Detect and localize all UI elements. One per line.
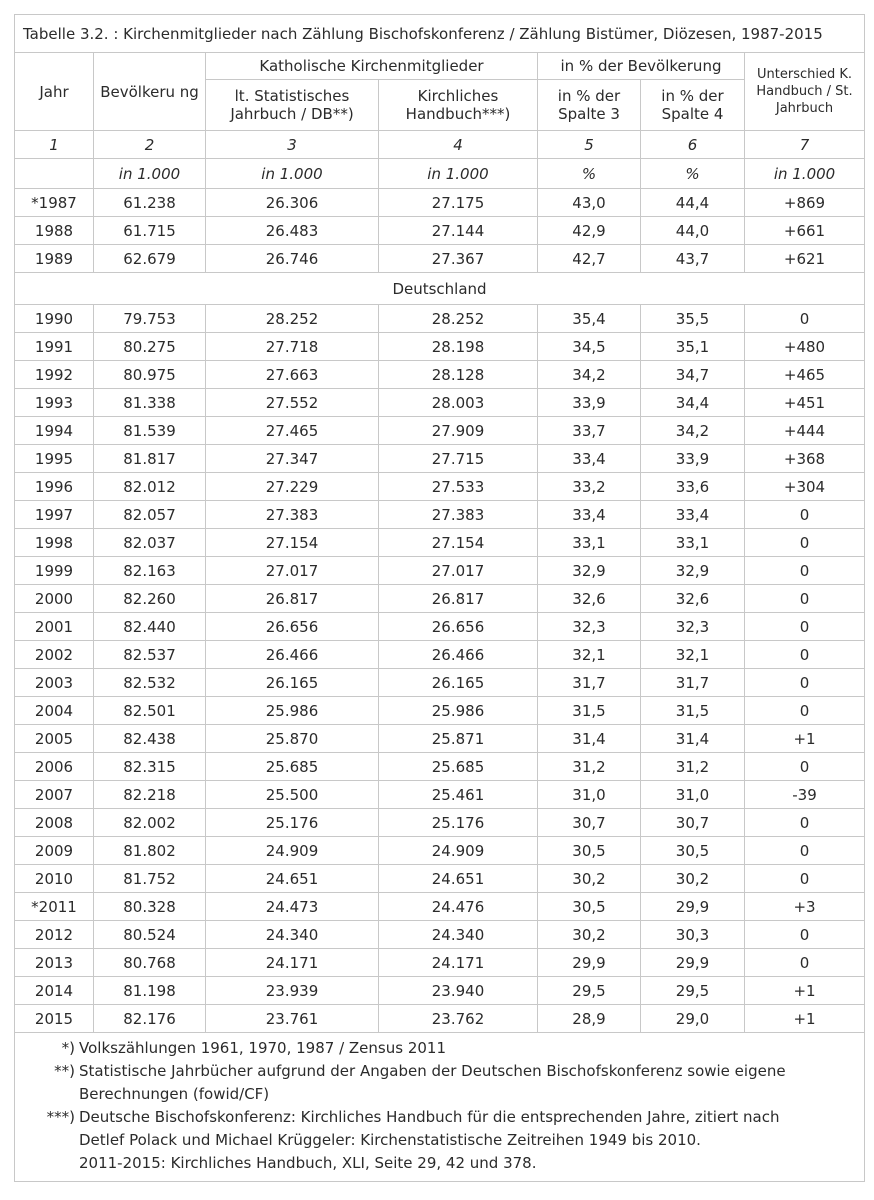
cell-year: 1994: [15, 417, 94, 445]
cell-population: 82.501: [94, 697, 206, 725]
cell-pct-spalte-4: 30,2: [641, 865, 745, 893]
cell-year: 2008: [15, 809, 94, 837]
cell-pct-spalte-3: 31,5: [538, 697, 641, 725]
cell-stat-jahrbuch: 23.939: [206, 977, 379, 1005]
cell-pct-spalte-4: 35,5: [641, 305, 745, 333]
section-label: Deutschland: [15, 273, 865, 305]
cell-year: 2014: [15, 977, 94, 1005]
unit-cell: in 1.000: [745, 159, 865, 189]
unit-cell: in 1.000: [94, 159, 206, 189]
table-row: [15, 445, 865, 473]
cell-stat-jahrbuch: 26.165: [206, 669, 379, 697]
cell-pct-spalte-4: 31,4: [641, 725, 745, 753]
unit-cell: %: [641, 159, 745, 189]
cell-pct-spalte-3: 30,2: [538, 921, 641, 949]
cell-pct-spalte-3: 31,2: [538, 753, 641, 781]
header-prozent-spalte-3: in % der Spalte 3: [538, 80, 641, 131]
cell-pct-spalte-3: 29,5: [538, 977, 641, 1005]
cell-year: 2005: [15, 725, 94, 753]
cell-difference: 0: [745, 557, 865, 585]
table-row: [15, 949, 865, 977]
cell-year: 1995: [15, 445, 94, 473]
cell-year: 2000: [15, 585, 94, 613]
footnote-text: Detlef Polack und Michael Krüggeler: Kirchenstatistische Zeitreihen 1949 bis 2010.: [79, 1131, 701, 1149]
header-bevoelkerung: Bevölkeru ng: [94, 53, 206, 131]
cell-year: 1992: [15, 361, 94, 389]
footnote-text: Statistische Jahrbücher aufgrund der Angaben der Deutschen Bischofskonferenz sowie eigene: [79, 1062, 786, 1080]
cell-population: 82.002: [94, 809, 206, 837]
cell-stat-jahrbuch: 28.252: [206, 305, 379, 333]
cell-pct-spalte-3: 32,9: [538, 557, 641, 585]
cell-difference: +451: [745, 389, 865, 417]
footnote-text: Volkszählungen 1961, 1970, 1987 / Zensus 2011: [79, 1039, 446, 1057]
cell-kirchl-handbuch: 24.171: [379, 949, 538, 977]
cell-population: 81.817: [94, 445, 206, 473]
cell-difference: +1: [745, 1005, 865, 1033]
cell-kirchl-handbuch: 27.175: [379, 189, 538, 217]
cell-kirchl-handbuch: 27.017: [379, 557, 538, 585]
cell-difference: +368: [745, 445, 865, 473]
cell-stat-jahrbuch: 27.718: [206, 333, 379, 361]
cell-year: 2004: [15, 697, 94, 725]
cell-pct-spalte-3: 30,5: [538, 893, 641, 921]
table-row: [15, 669, 865, 697]
cell-stat-jahrbuch: 27.552: [206, 389, 379, 417]
cell-kirchl-handbuch: 28.252: [379, 305, 538, 333]
table-row: [15, 725, 865, 753]
cell-year: 1991: [15, 333, 94, 361]
cell-difference: 0: [745, 669, 865, 697]
cell-pct-spalte-4: 33,1: [641, 529, 745, 557]
cell-difference: +621: [745, 245, 865, 273]
cell-stat-jahrbuch: 27.383: [206, 501, 379, 529]
cell-difference: 0: [745, 753, 865, 781]
cell-pct-spalte-3: 32,1: [538, 641, 641, 669]
cell-pct-spalte-3: 32,3: [538, 613, 641, 641]
cell-year: 2003: [15, 669, 94, 697]
footnotes: [15, 1033, 865, 1182]
table-row: [15, 781, 865, 809]
cell-year: 2002: [15, 641, 94, 669]
column-number: 4: [379, 131, 538, 159]
table-row: [15, 753, 865, 781]
unit-row: [15, 159, 865, 189]
unit-cell: [15, 159, 94, 189]
cell-pct-spalte-4: 29,9: [641, 893, 745, 921]
cell-kirchl-handbuch: 27.367: [379, 245, 538, 273]
cell-kirchl-handbuch: 26.165: [379, 669, 538, 697]
cell-population: 82.440: [94, 613, 206, 641]
cell-pct-spalte-3: 29,9: [538, 949, 641, 977]
footnote: [21, 1106, 858, 1175]
cell-population: 81.802: [94, 837, 206, 865]
cell-pct-spalte-3: 43,0: [538, 189, 641, 217]
cell-year: 2006: [15, 753, 94, 781]
cell-pct-spalte-3: 33,4: [538, 445, 641, 473]
cell-pct-spalte-3: 42,9: [538, 217, 641, 245]
unit-cell: in 1.000: [379, 159, 538, 189]
cell-difference: 0: [745, 641, 865, 669]
cell-difference: 0: [745, 585, 865, 613]
cell-population: 82.260: [94, 585, 206, 613]
cell-population: 80.975: [94, 361, 206, 389]
column-number: 3: [206, 131, 379, 159]
cell-pct-spalte-4: 29,9: [641, 949, 745, 977]
cell-difference: +444: [745, 417, 865, 445]
cell-population: 80.275: [94, 333, 206, 361]
table-row: [15, 305, 865, 333]
cell-pct-spalte-4: 32,3: [641, 613, 745, 641]
table-row: [15, 613, 865, 641]
cell-year: *1987: [15, 189, 94, 217]
table-row: [15, 1005, 865, 1033]
cell-stat-jahrbuch: 26.483: [206, 217, 379, 245]
unit-cell: %: [538, 159, 641, 189]
cell-pct-spalte-3: 34,5: [538, 333, 641, 361]
cell-kirchl-handbuch: 27.909: [379, 417, 538, 445]
footnote-marker: **): [54, 1062, 75, 1080]
cell-year: 2013: [15, 949, 94, 977]
header-statistisches-jahrbuch: lt. Statistisches Jahrbuch / DB**): [206, 80, 379, 131]
cell-kirchl-handbuch: 23.762: [379, 1005, 538, 1033]
table-title: Tabelle 3.2. : Kirchenmitglieder nach Zählung Bischofskonferenz / Zählung Bistümer, Diözesen, 1987-2015: [15, 15, 865, 53]
cell-pct-spalte-4: 34,2: [641, 417, 745, 445]
cell-difference: +480: [745, 333, 865, 361]
cell-difference: +869: [745, 189, 865, 217]
cell-stat-jahrbuch: 25.685: [206, 753, 379, 781]
cell-population: 82.057: [94, 501, 206, 529]
cell-population: 82.218: [94, 781, 206, 809]
cell-pct-spalte-3: 30,2: [538, 865, 641, 893]
column-number: 5: [538, 131, 641, 159]
cell-difference: 0: [745, 305, 865, 333]
header-kirchliches-handbuch: Kirchliches Handbuch***): [379, 80, 538, 131]
church-members-table: [14, 14, 865, 1182]
cell-pct-spalte-4: 30,5: [641, 837, 745, 865]
cell-difference: 0: [745, 501, 865, 529]
cell-pct-spalte-3: 42,7: [538, 245, 641, 273]
cell-kirchl-handbuch: 24.651: [379, 865, 538, 893]
cell-population: 81.539: [94, 417, 206, 445]
cell-difference: +1: [745, 977, 865, 1005]
cell-pct-spalte-3: 33,2: [538, 473, 641, 501]
footnote: [21, 1037, 858, 1060]
cell-stat-jahrbuch: 26.817: [206, 585, 379, 613]
table-row: [15, 417, 865, 445]
table-row: [15, 333, 865, 361]
footnote-marker: ***): [46, 1108, 75, 1126]
cell-year: 2015: [15, 1005, 94, 1033]
cell-kirchl-handbuch: 25.176: [379, 809, 538, 837]
cell-difference: 0: [745, 865, 865, 893]
table-row: [15, 921, 865, 949]
table-row: [15, 189, 865, 217]
cell-population: 79.753: [94, 305, 206, 333]
cell-stat-jahrbuch: 24.340: [206, 921, 379, 949]
table-row: [15, 837, 865, 865]
cell-year: 1998: [15, 529, 94, 557]
cell-kirchl-handbuch: 23.940: [379, 977, 538, 1005]
cell-stat-jahrbuch: 25.870: [206, 725, 379, 753]
cell-pct-spalte-4: 33,9: [641, 445, 745, 473]
cell-kirchl-handbuch: 25.461: [379, 781, 538, 809]
cell-kirchl-handbuch: 25.871: [379, 725, 538, 753]
cell-year: 1993: [15, 389, 94, 417]
cell-population: 80.524: [94, 921, 206, 949]
cell-kirchl-handbuch: 26.817: [379, 585, 538, 613]
cell-year: 1989: [15, 245, 94, 273]
footnote-text: Deutsche Bischofskonferenz: Kirchliches Handbuch für die entsprechenden Jahre, zitiert nach: [79, 1108, 780, 1126]
cell-year: 2012: [15, 921, 94, 949]
cell-year: 1996: [15, 473, 94, 501]
cell-stat-jahrbuch: 27.663: [206, 361, 379, 389]
cell-population: 82.532: [94, 669, 206, 697]
cell-pct-spalte-3: 33,7: [538, 417, 641, 445]
cell-year: 2009: [15, 837, 94, 865]
cell-pct-spalte-4: 34,4: [641, 389, 745, 417]
header-jahr: Jahr: [15, 53, 94, 131]
header-katholische-kirchenmitglieder: Katholische Kirchenmitglieder: [206, 53, 538, 80]
cell-stat-jahrbuch: 26.746: [206, 245, 379, 273]
cell-pct-spalte-4: 44,0: [641, 217, 745, 245]
cell-stat-jahrbuch: 27.229: [206, 473, 379, 501]
cell-pct-spalte-3: 31,7: [538, 669, 641, 697]
table-row: [15, 473, 865, 501]
cell-pct-spalte-4: 31,2: [641, 753, 745, 781]
table-row: [15, 389, 865, 417]
cell-stat-jahrbuch: 26.306: [206, 189, 379, 217]
cell-difference: 0: [745, 613, 865, 641]
column-number: 6: [641, 131, 745, 159]
cell-kirchl-handbuch: 28.003: [379, 389, 538, 417]
table-row: [15, 361, 865, 389]
cell-kirchl-handbuch: 24.476: [379, 893, 538, 921]
cell-year: 1990: [15, 305, 94, 333]
cell-stat-jahrbuch: 25.500: [206, 781, 379, 809]
cell-kirchl-handbuch: 26.466: [379, 641, 538, 669]
cell-population: 81.752: [94, 865, 206, 893]
cell-pct-spalte-3: 32,6: [538, 585, 641, 613]
cell-stat-jahrbuch: 25.176: [206, 809, 379, 837]
cell-year: 2007: [15, 781, 94, 809]
cell-pct-spalte-3: 33,4: [538, 501, 641, 529]
table-row: [15, 529, 865, 557]
cell-pct-spalte-4: 33,6: [641, 473, 745, 501]
cell-pct-spalte-4: 29,5: [641, 977, 745, 1005]
cell-kirchl-handbuch: 24.340: [379, 921, 538, 949]
cell-kirchl-handbuch: 25.986: [379, 697, 538, 725]
cell-year: 1997: [15, 501, 94, 529]
cell-difference: +3: [745, 893, 865, 921]
cell-pct-spalte-3: 34,2: [538, 361, 641, 389]
cell-difference: +465: [745, 361, 865, 389]
cell-difference: 0: [745, 529, 865, 557]
table-row: [15, 697, 865, 725]
cell-population: 82.012: [94, 473, 206, 501]
cell-pct-spalte-4: 29,0: [641, 1005, 745, 1033]
cell-pct-spalte-3: 30,7: [538, 809, 641, 837]
cell-year: 1999: [15, 557, 94, 585]
column-number-row: [15, 131, 865, 159]
cell-pct-spalte-4: 34,7: [641, 361, 745, 389]
cell-pct-spalte-4: 31,7: [641, 669, 745, 697]
cell-population: 61.238: [94, 189, 206, 217]
table-row: [15, 585, 865, 613]
cell-stat-jahrbuch: 27.465: [206, 417, 379, 445]
column-number: 2: [94, 131, 206, 159]
column-number: 7: [745, 131, 865, 159]
cell-year: 2010: [15, 865, 94, 893]
cell-kirchl-handbuch: 27.715: [379, 445, 538, 473]
cell-year: *2011: [15, 893, 94, 921]
cell-population: 82.438: [94, 725, 206, 753]
cell-pct-spalte-4: 32,1: [641, 641, 745, 669]
cell-difference: +1: [745, 725, 865, 753]
footnote-text: Berechnungen (fowid/CF): [79, 1085, 270, 1103]
cell-pct-spalte-3: 33,9: [538, 389, 641, 417]
footnote-text: 2011-2015: Kirchliches Handbuch, XLI, Seite 29, 42 und 378.: [79, 1154, 537, 1172]
cell-difference: 0: [745, 837, 865, 865]
table-row: [15, 245, 865, 273]
cell-pct-spalte-4: 44,4: [641, 189, 745, 217]
cell-year: 2001: [15, 613, 94, 641]
footnotes-row: [15, 1033, 865, 1182]
unit-cell: in 1.000: [206, 159, 379, 189]
cell-pct-spalte-4: 35,1: [641, 333, 745, 361]
table-row: [15, 809, 865, 837]
cell-pct-spalte-4: 30,7: [641, 809, 745, 837]
cell-population: 81.198: [94, 977, 206, 1005]
cell-kirchl-handbuch: 25.685: [379, 753, 538, 781]
cell-stat-jahrbuch: 27.347: [206, 445, 379, 473]
table-row: [15, 865, 865, 893]
cell-kirchl-handbuch: 28.128: [379, 361, 538, 389]
column-number: 1: [15, 131, 94, 159]
cell-pct-spalte-3: 31,0: [538, 781, 641, 809]
cell-pct-spalte-3: 30,5: [538, 837, 641, 865]
cell-population: 80.328: [94, 893, 206, 921]
cell-pct-spalte-4: 30,3: [641, 921, 745, 949]
table-row: [15, 217, 865, 245]
cell-population: 61.715: [94, 217, 206, 245]
section-row: [15, 273, 865, 305]
cell-population: 82.037: [94, 529, 206, 557]
cell-pct-spalte-4: 32,9: [641, 557, 745, 585]
cell-stat-jahrbuch: 23.761: [206, 1005, 379, 1033]
cell-pct-spalte-4: 31,5: [641, 697, 745, 725]
footnote: [21, 1060, 858, 1106]
table-row: [15, 893, 865, 921]
cell-stat-jahrbuch: 24.171: [206, 949, 379, 977]
cell-pct-spalte-4: 43,7: [641, 245, 745, 273]
cell-stat-jahrbuch: 26.466: [206, 641, 379, 669]
table-row: [15, 557, 865, 585]
cell-population: 82.176: [94, 1005, 206, 1033]
cell-kirchl-handbuch: 27.533: [379, 473, 538, 501]
cell-pct-spalte-4: 33,4: [641, 501, 745, 529]
cell-stat-jahrbuch: 27.017: [206, 557, 379, 585]
cell-stat-jahrbuch: 24.651: [206, 865, 379, 893]
cell-pct-spalte-3: 28,9: [538, 1005, 641, 1033]
header-unterschied: Unterschied K. Handbuch / St. Jahrbuch: [745, 53, 865, 131]
cell-difference: -39: [745, 781, 865, 809]
cell-pct-spalte-3: 35,4: [538, 305, 641, 333]
cell-kirchl-handbuch: 28.198: [379, 333, 538, 361]
footnote-marker: *): [61, 1039, 75, 1057]
cell-year: 1988: [15, 217, 94, 245]
cell-kirchl-handbuch: 24.909: [379, 837, 538, 865]
cell-stat-jahrbuch: 26.656: [206, 613, 379, 641]
cell-difference: 0: [745, 949, 865, 977]
cell-population: 82.537: [94, 641, 206, 669]
cell-pct-spalte-4: 32,6: [641, 585, 745, 613]
cell-difference: +304: [745, 473, 865, 501]
cell-difference: 0: [745, 921, 865, 949]
cell-kirchl-handbuch: 27.383: [379, 501, 538, 529]
cell-population: 62.679: [94, 245, 206, 273]
cell-difference: +661: [745, 217, 865, 245]
cell-kirchl-handbuch: 26.656: [379, 613, 538, 641]
cell-population: 80.768: [94, 949, 206, 977]
header-prozent-spalte-4: in % der Spalte 4: [641, 80, 745, 131]
cell-population: 82.315: [94, 753, 206, 781]
cell-stat-jahrbuch: 24.909: [206, 837, 379, 865]
cell-kirchl-handbuch: 27.154: [379, 529, 538, 557]
cell-kirchl-handbuch: 27.144: [379, 217, 538, 245]
header-prozent-bevoelkerung: in % der Bevölkerung: [538, 53, 745, 80]
cell-pct-spalte-4: 31,0: [641, 781, 745, 809]
cell-difference: 0: [745, 809, 865, 837]
cell-pct-spalte-3: 33,1: [538, 529, 641, 557]
cell-pct-spalte-3: 31,4: [538, 725, 641, 753]
cell-population: 81.338: [94, 389, 206, 417]
cell-population: 82.163: [94, 557, 206, 585]
cell-stat-jahrbuch: 27.154: [206, 529, 379, 557]
cell-difference: 0: [745, 697, 865, 725]
table-row: [15, 501, 865, 529]
cell-stat-jahrbuch: 24.473: [206, 893, 379, 921]
table-row: [15, 641, 865, 669]
cell-stat-jahrbuch: 25.986: [206, 697, 379, 725]
table-row: [15, 977, 865, 1005]
